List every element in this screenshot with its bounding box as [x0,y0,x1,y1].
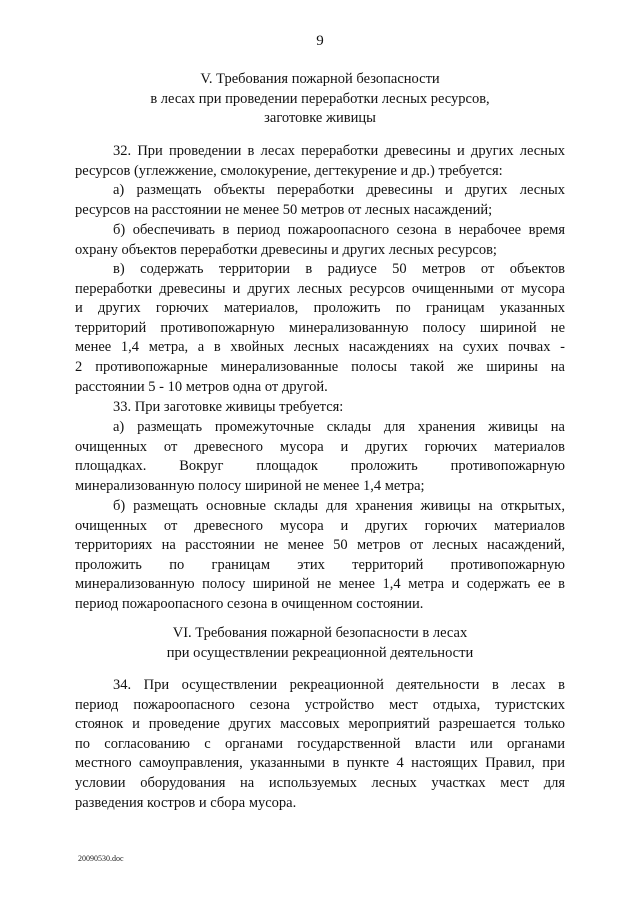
heading-line: в лесах при проведении переработки лесных ресурсов, [150,90,490,107]
text-line: период пожароопасного сезона устройство мест отдыха, туристских [75,696,565,713]
heading-line: заготовке живицы [264,110,376,126]
text-line: в) содержать территории в радиусе 50 метров от объектов [113,261,565,277]
text-line: менее 1,4 метра, а в хвойных лесных насаждениях на сухих почвах - [75,339,565,356]
text-line: территорий противопожарную минерализованную полосу шириной не [75,319,565,336]
text-line: 34. При осуществлении рекреационной деятельности в лесах в [113,677,565,693]
text-line: условии оборудования на используемых лесных участках мест для [75,774,565,791]
heading-line: при осуществлении рекреационной деятельности [166,644,474,661]
text-line: очищенных от древесного мусора и других горючих материалов [75,517,565,534]
text-line: а) размещать объекты переработки древесины и других лесных [113,182,565,198]
text-line: очищенных от древесного мусора и других горючих материалов [75,438,565,455]
heading-line: V. Требования пожарной безопасности [200,71,440,87]
paragraph-32-b [75,221,565,260]
text-line: разведения костров и сбора мусора. [75,794,297,811]
heading-line: VI. Требования пожарной безопасности в лесах [172,625,468,641]
text-line: б) размещать основные склады для хранения живицы на открытых, [113,498,565,514]
text-line: 33. При заготовке живицы требуется: [113,399,344,415]
text-line: проложить по границам этих территорий противопожарную [75,556,565,573]
page-number: 9 [316,33,324,49]
paragraph-32 [75,142,565,181]
text-line: минерализованную полосу шириной не менее 1,4 метра; [75,477,425,494]
text-line: и других горючих материалов, проложить по границам указанных [75,300,565,317]
section-5-heading [0,70,640,129]
text-line: б) обеспечивать в период пожароопасного сезона в нерабочее время [113,222,565,238]
text-line: 32. При проведении в лесах переработки древесины и других лесных [113,143,565,159]
text-line: период пожароопасного сезона в очищенном состоянии. [75,595,424,612]
paragraph-32-a [75,181,565,220]
text-line: стоянок и проведение других массовых мероприятий разрешается только [75,716,565,733]
paragraph-34 [75,676,565,813]
text-line: 2 противопожарные минерализованные полосы такой же ширины на [75,358,565,375]
text-line: ресурсов (углежжение, смолокурение, дегтекурение и др.) требуется: [75,162,503,179]
section-6-heading [0,624,640,663]
paragraph-32-v [75,260,565,397]
text-line: по согласованию с органами государственной власти или органами [75,735,565,752]
text-line: территориях на расстоянии не менее 50 метров от лесных насаждений, [75,537,565,554]
text-line: минерализованную полосу шириной не менее 1,4 метра и содержать ее в [75,576,565,593]
text-line: площадках. Вокруг площадок проложить противопожарную [75,458,565,475]
paragraph-33-b [75,497,565,615]
text-line: расстоянии 5 - 10 метров одна от другой. [75,378,328,395]
text-line: местного самоуправления, указанными в пункте 4 настоящих Правил, при [75,755,565,772]
paragraph-33-a [75,418,565,496]
text-line: ресурсов на расстоянии не менее 50 метров от лесных насаждений; [75,201,493,218]
file-name-footer: 20090530.doc [78,854,124,863]
paragraph-33 [75,398,565,418]
text-line: переработки древесины и других лесных ресурсов очищенными от мусора [75,280,565,297]
text-line: охрану объектов переработки древесины и других лесных ресурсов; [75,241,497,258]
text-line: а) размещать промежуточные склады для хранения живицы на [113,419,565,435]
